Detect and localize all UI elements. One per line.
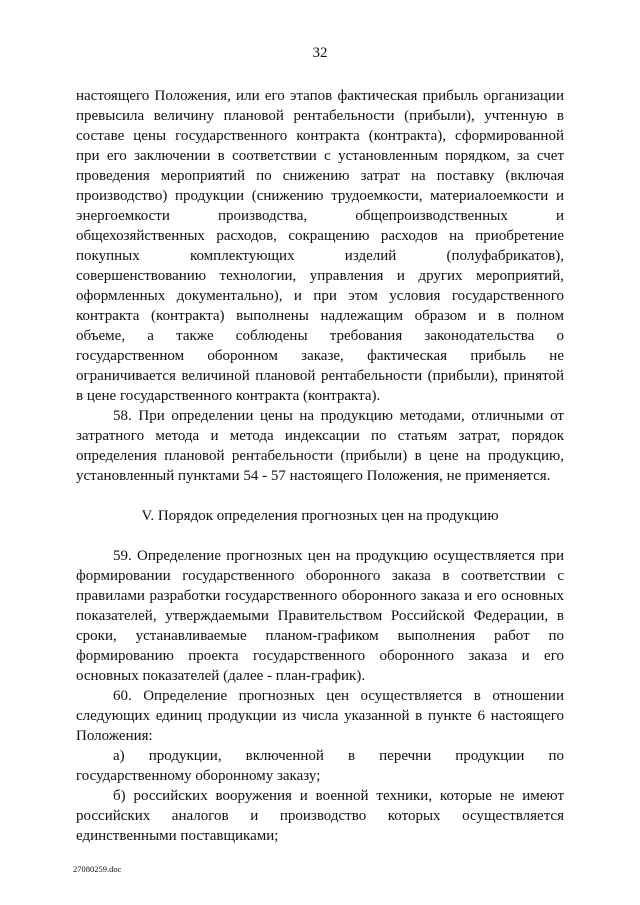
text-line: основных показателей (далее - план-график).	[76, 668, 366, 684]
text-line: Положения:	[76, 728, 153, 744]
text-line: в цене государственного контракта (контракта).	[76, 388, 381, 404]
text-line: правилами разработки государственного оборонного заказа и его основных	[76, 588, 564, 604]
text-line: общехозяйственных расходов, сокращению расходов на приобретение	[76, 228, 564, 244]
text-line: контракта (контракта) выполнены надлежащим образом и в полном	[76, 308, 564, 324]
text-line: определения плановой рентабельности (прибыли) в цене на продукцию,	[76, 448, 564, 464]
paragraph-59-first-line: 59. Определение прогнозных цен на продукцию осуществляется при	[113, 548, 564, 564]
text-line: при его заключении в соответствии с установленным порядком, за счет	[76, 148, 564, 164]
text-line: государственному оборонному заказу;	[76, 768, 321, 784]
text-line: следующих единиц продукции из числа указанной в пункте 6 настоящего	[76, 708, 564, 724]
paragraph-60-first-line: 60. Определение прогнозных цен осуществляется в отношении	[113, 688, 564, 704]
text-line: государственном оборонном заказе, фактическая прибыль не	[76, 348, 564, 364]
text-line: превысила величину плановой рентабельности (прибыли), учтенную в	[76, 108, 564, 124]
text-line: ограничивается величиной плановой рентабельности (прибыли), принятой	[76, 368, 564, 384]
text-line: совершенствованию технологии, управления и других мероприятий,	[76, 268, 564, 284]
list-item-a-first-line: а) продукции, включенной в перечни продукции по	[113, 748, 564, 764]
text-line: объеме, а также соблюдены требования законодательства о	[76, 328, 564, 344]
text-line: формировании государственного оборонного заказа в соответствии с	[76, 568, 564, 584]
text-line: составе цены государственного контракта (контракта), сформированной	[76, 128, 564, 144]
text-line: настоящего Положения, или его этапов фактическая прибыль организации	[76, 88, 564, 104]
page-number: 32	[312, 45, 328, 61]
text-line: формированию проекта государственного оборонного заказа и его	[76, 648, 564, 664]
text-line: производство) продукции (снижению трудоемкости, материалоемкости и	[76, 188, 564, 204]
text-line: покупных комплектующих изделий (полуфабрикатов),	[76, 248, 564, 264]
section-heading: V. Порядок определения прогнозных цен на продукцию	[141, 508, 499, 524]
text-line: установленный пунктами 54 - 57 настоящего Положения, не применяется.	[76, 468, 551, 484]
text-line: энергоемкости производства, общепроизводственных и	[76, 208, 564, 224]
text-line: оформленных документально), и при этом условия государственного	[76, 288, 564, 304]
text-line: затратного метода и метода индексации по статьям затрат, порядок	[76, 428, 564, 444]
text-line: российских аналогов и производство которых осуществляется	[76, 808, 564, 824]
text-line: сроки, устанавливаемые планом-графиком выполнения работ по	[76, 628, 564, 644]
footer-document-code: 27080259.doc	[73, 864, 122, 874]
text-line: показателей, утверждаемыми Правительством Российской Федерации, в	[76, 608, 564, 624]
text-line: проведения мероприятий по снижению затрат на поставку (включая	[76, 168, 564, 184]
paragraph-58-first-line: 58. При определении цены на продукцию методами, отличными от	[113, 408, 564, 424]
text-line: единственными поставщиками;	[76, 828, 279, 844]
list-item-b-first-line: б) российских вооружения и военной техники, которые не имеют	[113, 788, 564, 804]
